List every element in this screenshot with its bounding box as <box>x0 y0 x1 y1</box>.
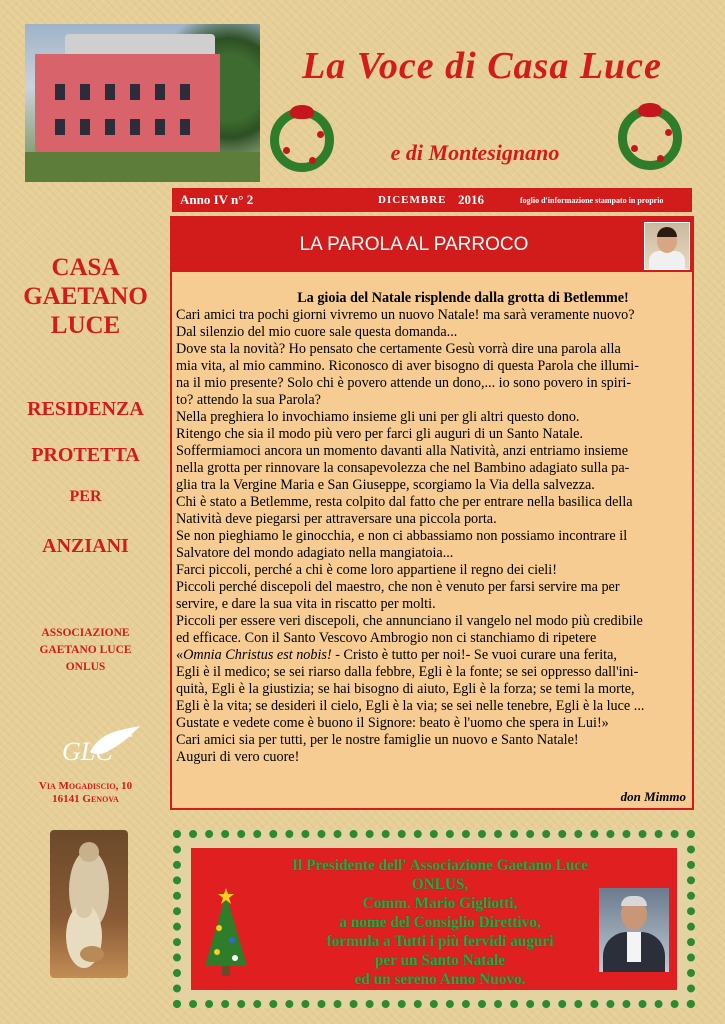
address: Via Mogadiscio, 10 16141 Genova <box>38 780 133 805</box>
article-line: Dal silenzio del mio cuore sale questa domanda... <box>176 324 458 340</box>
issue-month: DICEMBRE <box>378 194 447 206</box>
association-name: ASSOCIAZIONE GAETANO LUCE ONLUS <box>39 627 132 673</box>
article-line: nella grotta per rinnovare la consapevolezza che nel Bambino adagiato sulla pa- <box>176 460 630 476</box>
article-line: Soffermiamoci ancora un momento davanti alla Natività, anzi entriamo insieme <box>176 443 629 459</box>
greetings-panel <box>191 848 677 990</box>
logo-text: GLC <box>62 737 113 766</box>
article-line: ed efficace. Con il Santo Vescovo Ambrogio non ci stanchiamo di ripetere <box>176 630 597 646</box>
residenza-label: RESIDENZA <box>27 398 144 420</box>
nativity-figurine-photo <box>50 830 128 978</box>
article-line: Egli è la vita; se desideri il cielo, Egli è la via; se sei nelle tenebre, Egli è la luce ... <box>176 698 645 714</box>
issue-year: 2016 <box>458 192 484 207</box>
article-line: quità, Egli è la giustizia; se hai bisogno di aiuto, Egli è la forza; se temi la morte, <box>176 681 635 697</box>
christmas-greetings-box <box>173 830 695 1008</box>
president-photo <box>599 888 669 972</box>
priest-photo <box>644 222 690 270</box>
article-line: Natività deve piegarsi per attraversare una piccola porta. <box>176 511 497 527</box>
article-line: Chi è stato a Betlemme, resta colpito dal fatto che per entrare nella basilica della <box>176 494 633 510</box>
article-line: Farci piccoli, perché a chi è come loro appartiene il regno dei cieli! <box>176 562 557 578</box>
article-signature: don Mimmo <box>620 789 686 804</box>
article-line: Salvatore del mondo adagiato nella mangiatoia... <box>176 545 454 561</box>
article-headline: La gioia del Natale risplende dalla grotta di Betlemme! <box>297 290 629 306</box>
article-line: Se non pieghiamo le ginocchia, e non ci abbassiamo non possiamo incontrare il <box>176 528 628 544</box>
article-line: Dove sta la novità? Ho pensato che certamente Gesù vorrà dire una parola alla <box>176 341 621 357</box>
article-title: LA PAROLA AL PARROCO <box>299 234 529 255</box>
parish-article <box>170 216 694 810</box>
article-line: servire, e dare la sua vita in riscatto per molti. <box>176 596 436 612</box>
casa-gaetano-luce-heading: CASA GAETANO LUCE <box>23 254 148 339</box>
article-line: glia tra la Vergine Maria e San Giuseppe, scorgiamo la Via della salvezza. <box>176 477 595 493</box>
article-line: Piccoli per essere veri discepoli, che annunciano il vangelo nel modo più credibile <box>176 613 643 629</box>
article-line: Nella preghiera lo invochiamo insieme gli uni per gli altri questo dono. <box>176 409 580 425</box>
wreath-icon-left <box>270 108 334 172</box>
issue-note: foglio d'informazione stampato in proprio <box>520 196 664 205</box>
newsletter-title: La Voce di Casa Luce <box>302 45 662 87</box>
article-line: Cari amici tra pochi giorni vivremo un nuovo Natale! ma sarà veramente nuovo? <box>176 307 635 323</box>
article-quote-line: «Omnia Christus est nobis! - Cristo è tutto per noi!- Se vuoi curare una ferita, <box>176 647 617 663</box>
article-body <box>176 290 690 766</box>
per-label: PER <box>69 488 102 505</box>
article-line: to? attendo la sua Parola? <box>176 392 321 408</box>
newsletter-subtitle: e di Montesignano <box>390 140 560 165</box>
article-header <box>172 218 692 272</box>
latin-quote: Omnia Christus est nobis! <box>183 647 332 663</box>
christmas-tree-icon <box>199 888 253 978</box>
article-line: Gustate e vedete come è buono il Signore: beato è l'uomo che spera in Lui!» <box>176 715 609 731</box>
article-line: Egli è il medico; se sei riarso dalla febbre, Egli è la fonte; se sei oppresso dall'ini- <box>176 664 639 680</box>
anziani-label: ANZIANI <box>42 535 129 557</box>
greetings-text: Il Presidente dell' Associazione Gaetano Luce ONLUS, Comm. Mario Gigliotti, a nome del Consiglio Direttivo, formula a Tutti i più fervidi auguri per un Santo Natale ed un sereno Anno Nuovo. <box>292 857 588 988</box>
wreath-icon-right <box>618 106 682 170</box>
article-line: na il mio presente? Solo chi è povero attende un dono,... io sono povero in spiri- <box>176 375 632 391</box>
article-line: mia vita, al mio cammino. Riconosco di aver bisogno di questa Parola che illumi- <box>176 358 639 374</box>
dove-logo-icon <box>60 722 150 770</box>
protetta-label: PROTETTA <box>31 444 140 466</box>
building-photo <box>25 24 260 182</box>
article-line: Cari amici sia per tutti, per le nostre famiglie un nuovo e Santo Natale! <box>176 732 579 748</box>
article-line: Auguri di vero cuore! <box>176 749 300 765</box>
issue-info-bar <box>172 188 692 212</box>
article-line: Ritengo che sia il modo più vero per farci gli auguri di un Santo Natale. <box>176 426 583 442</box>
article-line: Piccoli perché discepoli del maestro, che non è venuto per farsi servire ma per <box>176 579 620 595</box>
issue-number: Anno IV n° 2 <box>180 192 254 207</box>
